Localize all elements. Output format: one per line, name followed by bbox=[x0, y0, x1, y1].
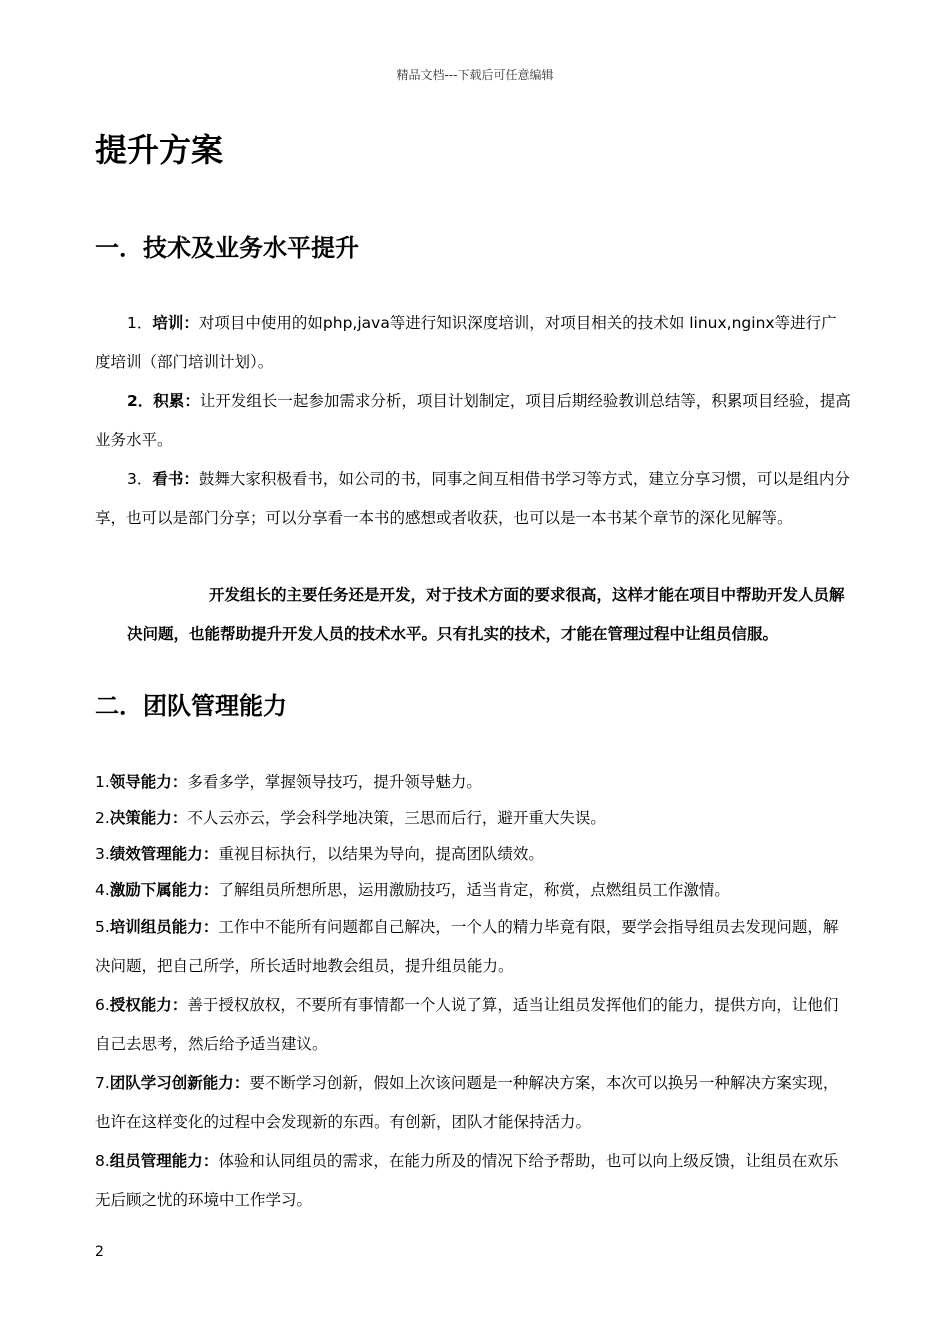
item-text: 善于授权放权，不要所有事情都一个人说了算，适当让组员发挥他们的能力，提供方向，让他们自己去思考，然后给予适当建议。 bbox=[95, 996, 839, 1053]
item-number: 8. bbox=[95, 1152, 110, 1170]
item-text: 让开发组长一起参加需求分析，项目计划制定，项目后期经验教训总结等，积累项目经验，提高业务水平。 bbox=[95, 392, 851, 449]
item-term: 培训 bbox=[152, 314, 184, 332]
list-item bbox=[95, 1064, 851, 1142]
item-number: 4. bbox=[95, 881, 110, 899]
item-number: 3. bbox=[95, 845, 110, 863]
item-colon: ： bbox=[183, 470, 199, 488]
item-text: 不人云亦云，学会科学地决策，三思而后行，避开重大失误。 bbox=[187, 809, 606, 827]
item-number: 1． bbox=[127, 314, 153, 332]
section1-list bbox=[95, 304, 851, 538]
section-heading-technical: 一．技术及业务水平提升 bbox=[95, 234, 359, 262]
item-number: 7. bbox=[95, 1074, 110, 1092]
list-item bbox=[95, 800, 851, 836]
paragraph-accumulation bbox=[95, 382, 851, 460]
item-colon: ： bbox=[202, 845, 219, 863]
list-item bbox=[95, 836, 851, 872]
item-colon: ： bbox=[171, 809, 188, 827]
item-colon: ： bbox=[202, 918, 219, 936]
paragraph-reading bbox=[95, 460, 851, 538]
list-item bbox=[95, 764, 851, 800]
item-text: 重视目标执行，以结果为导向，提高团队绩效。 bbox=[218, 845, 544, 863]
item-number: 2． bbox=[127, 392, 154, 410]
item-term: 积累 bbox=[153, 392, 185, 410]
item-colon: ： bbox=[184, 392, 200, 410]
paragraph-training bbox=[95, 304, 851, 382]
item-term: 领导能力 bbox=[109, 773, 172, 791]
item-text: 多看多学，掌握领导技巧，提升领导魅力。 bbox=[187, 773, 482, 791]
item-term: 团队学习创新能力 bbox=[109, 1074, 234, 1092]
item-colon: ： bbox=[171, 773, 188, 791]
section-heading-team: 二．团队管理能力 bbox=[95, 692, 287, 720]
page-number: 2 bbox=[95, 1244, 104, 1260]
item-colon: ： bbox=[183, 314, 199, 332]
item-colon: ： bbox=[233, 1074, 250, 1092]
item-term: 激励下属能力 bbox=[109, 881, 203, 899]
document-title: 提升方案 bbox=[95, 131, 224, 169]
emphasis-paragraph: 开发组长的主要任务还是开发，对于技术方面的要求很高，这样才能在项目中帮助开发人员解决问题，也能帮助提升开发人员的技术水平。只有扎实的技术，才能在管理过程中让组员信服。 bbox=[127, 586, 845, 643]
item-colon: ： bbox=[202, 1152, 219, 1170]
item-term: 看书 bbox=[152, 470, 184, 488]
item-number: 3． bbox=[127, 470, 153, 488]
item-term: 组员管理能力 bbox=[109, 1152, 203, 1170]
item-term: 授权能力 bbox=[109, 996, 172, 1014]
item-number: 5. bbox=[95, 918, 110, 936]
item-text: 鼓舞大家积极看书，如公司的书，同事之间互相借书学习等方式，建立分享习惯，可以是组内分享，也可以是部门分享；可以分享看一本书的感想或者收获，也可以是一本书某个章节的深化见解等。 bbox=[95, 470, 850, 527]
item-text: 了解组员所想所思，运用激励技巧，适当肯定，称赏，点燃组员工作激情。 bbox=[218, 881, 730, 899]
item-text: 要不断学习创新，假如上次该问题是一种解决方案，本次可以换另一种解决方案实现，也许在这样变化的过程中会发现新的东西。有创新，团队才能保持活力。 bbox=[95, 1074, 839, 1131]
item-term: 培训组员能力 bbox=[109, 918, 203, 936]
list-item bbox=[95, 908, 851, 986]
list-item bbox=[95, 872, 851, 908]
item-colon: ： bbox=[202, 881, 219, 899]
list-item bbox=[95, 1142, 851, 1220]
item-text: 对项目中使用的如php,java等进行知识深度培训，对项目相关的技术如 linux,nginx等进行广度培训（部门培训计划）。 bbox=[95, 314, 837, 371]
item-number: 6. bbox=[95, 996, 110, 1014]
header-note: 精品文档---下载后可任意编辑 bbox=[396, 68, 554, 82]
item-number: 2. bbox=[95, 809, 110, 827]
item-number: 1. bbox=[95, 773, 110, 791]
item-colon: ： bbox=[171, 996, 188, 1014]
item-term: 绩效管理能力 bbox=[109, 845, 203, 863]
list-item bbox=[95, 986, 851, 1064]
item-text: 工作中不能所有问题都自己解决，一个人的精力毕竟有限，要学会指导组员去发现问题，解决问题，把自己所学，所长适时地教会组员，提升组员能力。 bbox=[95, 918, 839, 975]
section2-list bbox=[95, 764, 851, 1220]
item-text: 体验和认同组员的需求，在能力所及的情况下给予帮助，也可以向上级反馈，让组员在欢乐无后顾之忧的环境中工作学习。 bbox=[95, 1152, 839, 1209]
item-term: 决策能力 bbox=[109, 809, 172, 827]
